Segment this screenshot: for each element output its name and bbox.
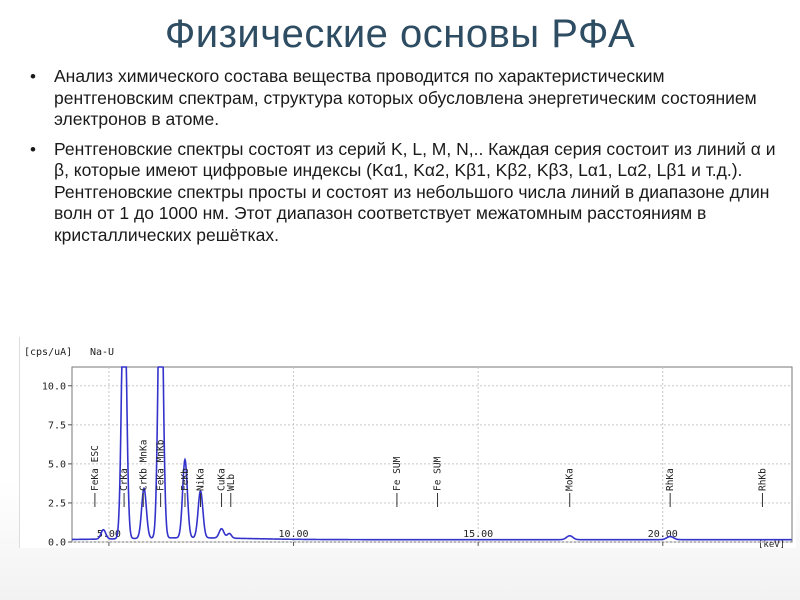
peak-label: FeKa ESC <box>89 445 101 491</box>
y-axis-unit-label: [cps/uA] <box>24 347 73 358</box>
peak-label: RhKa <box>665 468 677 491</box>
x-tick-label: 5.00 <box>96 529 121 540</box>
spectrum-svg <box>20 337 796 548</box>
bullet-text: Анализ химического состава вещества проводится по характеристическим рентгеновским спектрам, структура которых обусловлена энергетическим состоянием электронов в атоме. <box>54 66 757 129</box>
x-tick-label: 10.00 <box>278 529 309 540</box>
peak-label: NiKa <box>195 468 207 491</box>
bullet-list <box>30 66 780 254</box>
x-tick-label: 15.00 <box>463 529 494 540</box>
bullet-item <box>30 66 780 131</box>
x-tick-label: 20.00 <box>647 529 678 540</box>
peak-label: Fe SUM <box>432 456 444 491</box>
slide-title: Физические основы РФА <box>164 12 636 56</box>
y-tick-label: 5.0 <box>47 459 66 471</box>
peak-label: MoKa <box>564 468 576 491</box>
peak-label: RhKb <box>757 468 769 491</box>
x-axis-unit-label: [keV] <box>758 540 786 548</box>
bullet-item <box>30 139 780 247</box>
y-tick-label: 0.0 <box>47 537 66 548</box>
y-tick-label: 10.0 <box>41 381 66 393</box>
peak-label: CrKa <box>119 468 131 491</box>
plot-frame <box>72 367 792 542</box>
peak-label: Fe SUM <box>391 456 403 491</box>
y-tick-label: 7.5 <box>47 420 66 432</box>
peak-label: WLb <box>225 473 237 491</box>
bullet-dot-icon: • <box>30 139 36 159</box>
peak-label: CuKa <box>216 468 228 491</box>
bullet-text: Рентгеновские спектры состоят из серий K, L, M, N,.. Каждая серия состоит из линий α и β, которые имеют цифровые индексы (Kα1, Kα2, Kβ1, Kβ2, Kβ3, Lα1, Lα2, Lβ1 и т.д.). Рентгеновские спектры просты и состоят из небольшого числа линий в диапазоне длин волн от 1 до 1000 нм. Этот диапазон соответствует межатомным расстояниям в кристаллических решётках. <box>54 138 776 245</box>
y-tick-label: 2.5 <box>47 498 66 510</box>
xrf-spectrum-chart <box>19 337 796 548</box>
chart-title: Na-U <box>90 347 115 358</box>
peak-label: FeKa MnKb <box>155 439 167 491</box>
bullet-dot-icon: • <box>30 67 36 86</box>
peak-label: FeKb <box>179 468 191 491</box>
peak-label: CrKb MnKa <box>138 439 150 491</box>
